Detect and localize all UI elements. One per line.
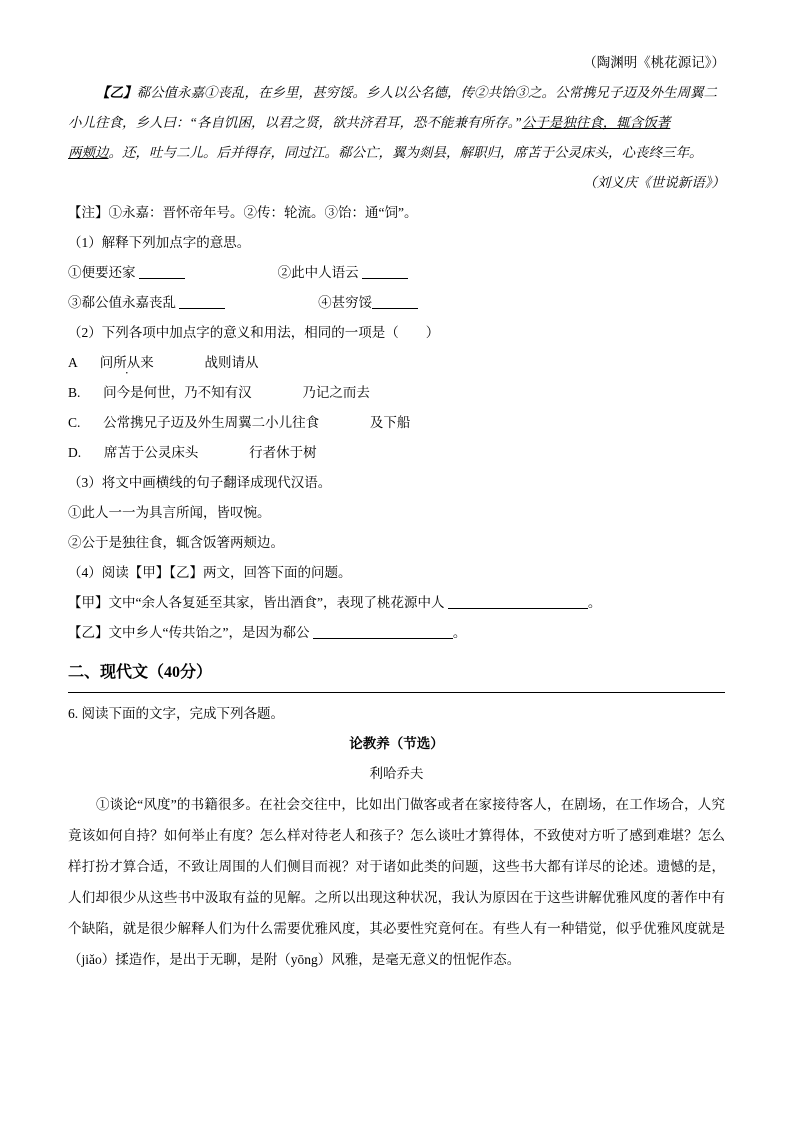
q1-item-4-num: ④	[318, 295, 332, 310]
q2-option-d-key: D.	[68, 445, 82, 460]
question-2-stem: （2）下列各项中加点字的意义和用法，相同的一项是（ ）	[68, 325, 440, 340]
q2-option-b-right: 乃记之而去	[302, 385, 370, 400]
q2-option-d-left: 席苫于公灵床头	[103, 445, 199, 460]
passage-b-line-2	[68, 108, 725, 138]
q2-option-c-right: 及下船	[369, 415, 411, 430]
q4-line-1-end: 。	[587, 595, 602, 610]
passage-b-underline-2: 两颊边	[68, 145, 109, 160]
question-2-option-a[interactable]	[68, 348, 725, 378]
question-4-line-2	[68, 618, 725, 648]
q1-item-1-answer-blank[interactable]	[139, 264, 185, 279]
article-author: 利哈乔夫	[369, 766, 424, 781]
passage-b-line-3	[68, 138, 725, 168]
question-1-stem: （1）解释下列加点字的意思。	[68, 235, 251, 250]
article-title: 论教养（节选）	[349, 736, 444, 751]
section-divider	[68, 692, 725, 693]
attribution-shishuoxinyu: （刘义庆《世说新语》）	[583, 175, 725, 190]
q1-item-2-num: ②	[277, 265, 292, 280]
q4-line-2-text: 【乙】文中乡人“传共饴之”，是因为郗公	[68, 625, 310, 640]
q2-option-c-key: C.	[68, 415, 81, 430]
q4-line-1-answer-blank[interactable]	[448, 594, 588, 609]
passage-b-line-1	[68, 78, 725, 108]
q1-item-3-answer-blank[interactable]	[179, 294, 225, 309]
q4-line-1-text: 【甲】文中“余人各复延至其家，皆出酒食”，表现了桃花源中人	[68, 595, 445, 610]
q1-item-3-num: ③	[68, 295, 82, 310]
question-4-line-1	[68, 588, 725, 618]
question-4-stem: （4）阅读【甲】【乙】两文，回答下面的问题。	[68, 565, 352, 580]
q1-item-1-text: 便要还家	[81, 265, 136, 280]
section-2-title: 二、现代文（40分）	[68, 664, 213, 681]
question-3-stem: （3）将文中画横线的句子翻译成现代汉语。	[68, 475, 332, 490]
q2-option-b-key: B.	[68, 385, 81, 400]
attribution-taohuayuanji: （陶渊明《桃花源记》）	[583, 55, 725, 70]
passage-b-underline-1: 公于是独往食，辄含饭著	[521, 115, 671, 130]
question-2-option-d[interactable]	[68, 438, 725, 468]
passage-b-text-3: 。还，吐与二儿。后并得存，同过江。郗公亡，翼为剡县，解职归，席苫于公灵床头，心丧终三年。	[108, 145, 703, 160]
q2-option-a-key: A	[68, 355, 78, 370]
q1-item-1-num: ①	[68, 265, 82, 280]
notes-line: 【注】①永嘉：晋怀帝年号。②传：轮流。③饴：通“饲”。	[68, 205, 418, 220]
question-2-option-b[interactable]	[68, 378, 725, 408]
question-6-stem: 6. 阅读下面的文字，完成下列各题。	[68, 706, 284, 721]
question-3-item-2: ②公于是独往食，辄含饭箸两颊边。	[68, 535, 284, 550]
q2-option-a-right: 战则请从	[204, 355, 259, 370]
q2-option-a-left: 问所从来	[99, 355, 154, 370]
q2-option-c-left: 公常携兄子迈及外生周翼二小儿往食	[103, 415, 320, 430]
q4-line-2-end: 。	[452, 625, 467, 640]
passage-b-text-1: 郗公值永嘉①丧乱，在乡里，甚穷馁。乡人以公名德，传②共饴③之。公常携兄子迈及外生周翼二	[136, 85, 717, 100]
q1-item-4-answer-blank[interactable]	[372, 294, 418, 309]
q1-item-2-text: 此中人语云	[291, 265, 359, 280]
article-paragraph-1: ①谈论“风度”的书籍很多。在社会交往中，比如出门做客或者在家接待客人，在剧场，在工作场合，人究竟该如何自持？如何举止有度？怎么样对待老人和孩子？怎么谈吐才算得体，不致使对方听了感到难堪？怎么样打扮才算合适，不致让周围的人们侧目而视？对于诸如此类的问题，这些书大都有详尽的论述。遗憾的是，人们却很少从这些书中汲取有益的见解。之所以出现这种状况，我认为原因在于这些讲解优雅风度的著作中有个缺陷，就是很少解释人们为什么需要优雅风度，其必要性究竟何在。有些人有一种错觉，似乎优雅风度就是（jiǎo）揉造作，是出于无聊，是附（yōng）风雅，是毫无意义的忸怩作态。	[68, 797, 725, 967]
question-1-row-2	[68, 288, 725, 318]
q1-item-4-text: 甚穷馁	[331, 295, 373, 310]
question-3-item-1: ①此人一一为具言所闻，皆叹惋。	[68, 505, 271, 520]
passage-b-label: 【乙】	[96, 85, 137, 100]
q1-item-3-text: 郗公值永嘉丧乱	[81, 295, 176, 310]
question-2-option-c[interactable]	[68, 408, 725, 438]
q2-option-b-left: 问今是何世，乃不知有汉	[103, 385, 252, 400]
q4-line-2-answer-blank[interactable]	[313, 624, 453, 639]
q2-option-d-right: 行者休于树	[249, 445, 317, 460]
q1-item-2-answer-blank[interactable]	[362, 264, 408, 279]
passage-b-text-2: 小儿往食，乡人曰：“各自饥困，以君之贤，欲共济君耳，恐不能兼有所存。”	[68, 115, 522, 130]
question-1-row-1	[68, 258, 725, 288]
